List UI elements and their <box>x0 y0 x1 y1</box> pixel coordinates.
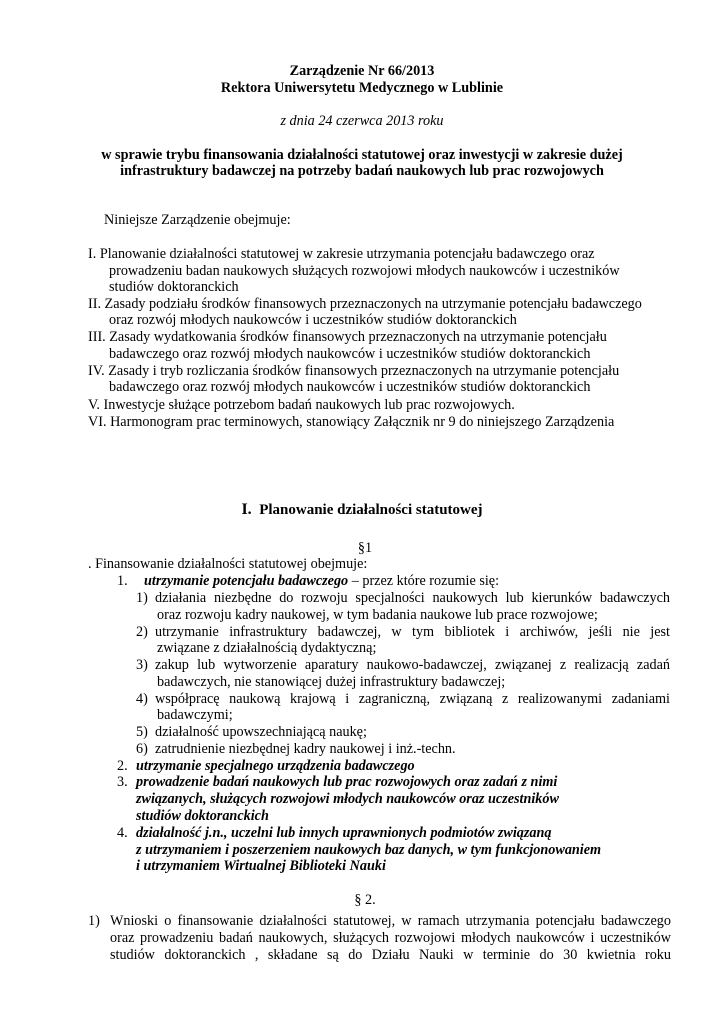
item-3-line-3: studiów doktoranckich <box>136 808 269 824</box>
subitem-2-line-2: związane z działalnością dydaktyczną; <box>157 640 377 656</box>
subject-line-1: w sprawie trybu finansowania działalności statutowej oraz inwestycji w zakresie dużej <box>101 147 623 163</box>
toc-item-6: VI. Harmonogram prac terminowych, stanowiący Załącznik nr 9 do niniejszego Zarządzenia <box>88 414 615 430</box>
p2-item-1-line-1: Wnioski o finansowanie działalności statutowej, w ramach utrzymania potencjału badawczego <box>110 913 671 929</box>
subitem-3-line-1: zakup lub wytworzenie aparatury naukowo-badawczej, związanej z realizacją zadań <box>155 657 670 673</box>
toc-item-3-line-1: III. Zasady wydatkowania środków finansowych przeznaczonych na utrzymanie potencjału <box>88 329 607 345</box>
subitem-3-number: 3) <box>136 657 148 673</box>
item-3-line-1: prowadzenie badań naukowych lub prac rozwojowych oraz zadań z nimi <box>136 774 558 790</box>
section-1-heading <box>0 501 724 519</box>
subitem-1-line-2: oraz rozwoju kadry naukowej, w tym badania naukowe lub prace rozwojowe; <box>157 607 598 623</box>
subitem-5-number: 5) <box>136 724 148 740</box>
subitem-2-number: 2) <box>136 624 148 640</box>
paragraph-2-mark: § 2. <box>354 892 376 908</box>
p2-item-1-number: 1) <box>88 913 100 929</box>
p2-item-1-line-2: oraz prowadzeniu badań naukowych, służących rozwojowi młodych naukowców i uczestników <box>110 930 671 946</box>
paragraph-1-lead: . Finansowanie działalności statutowej obejmuje: <box>88 556 368 572</box>
toc-item-4-line-2: badawczego oraz rozwój młodych naukowców i uczestników studiów doktoranckich <box>109 379 591 395</box>
toc-item-3-line-2: badawczego oraz rozwój młodych naukowców i uczestników studiów doktoranckich <box>109 346 591 362</box>
subitem-1-number: 1) <box>136 590 148 606</box>
subject-line-2: infrastruktury badawczej na potrzeby badań naukowych lub prac rozwojowych <box>120 163 604 179</box>
toc-item-1-line-1: I. Planowanie działalności statutowej w zakresie utrzymania potencjału badawczego oraz <box>88 246 595 262</box>
paragraph-1-mark: §1 <box>357 540 373 556</box>
item-4-line-1: działalność j.n., uczelni lub innych uprawnionych podmiotów związaną <box>136 825 552 841</box>
p2-item-1-line-3: studiów doktoranckich , składane są do Działu Nauki w terminie do 30 kwietnia roku <box>110 947 671 963</box>
section-1-numeral: I. <box>241 501 252 518</box>
subitem-6-line-1: zatrudnienie niezbędnej kadry naukowej i inż.-techn. <box>155 741 456 757</box>
document-issuer: Rektora Uniwersytetu Medycznego w Lublinie <box>220 80 504 96</box>
intro-text: Niniejsze Zarządzenie obejmuje: <box>104 212 291 228</box>
toc-item-1-line-3: studiów doktoranckich <box>109 279 239 295</box>
section-1-title: Planowanie działalności statutowej <box>259 502 483 518</box>
item-1-label: utrzymanie potencjału badawczego <box>144 573 349 589</box>
item-2-number: 2. <box>117 758 128 774</box>
toc-item-4-line-1: IV. Zasady i tryb rozliczania środków finansowych przeznaczonych na utrzymanie potencjału <box>88 363 620 379</box>
subitem-5-line-1: działalność upowszechniającą naukę; <box>155 724 367 740</box>
subitem-6-number: 6) <box>136 741 148 757</box>
document-date: z dnia 24 czerwca 2013 roku <box>280 113 444 129</box>
item-3-number: 3. <box>117 774 128 790</box>
item-1-rest: – przez które rozumie się: <box>348 573 500 589</box>
item-4-line-2: z utrzymaniem i poszerzeniem naukowych baz danych, w tym funkcjonowaniem <box>136 842 602 858</box>
toc-item-2-line-2: oraz rozwój młodych naukowców i uczestników studiów doktoranckich <box>109 312 517 328</box>
toc-item-1-line-2: prowadzeniu badan naukowych służących rozwojowi młodych naukowców i uczestników <box>109 263 620 279</box>
subitem-3-line-2: badawczych, nie stanowiącej dużej infrastruktury badawczej; <box>157 674 506 690</box>
toc-item-5: V. Inwestycje służące potrzebom badań naukowych lub prac rozwojowych. <box>88 397 515 413</box>
document-title: Zarządzenie Nr 66/2013 <box>289 63 435 79</box>
item-4-number: 4. <box>117 825 128 841</box>
subitem-4-number: 4) <box>136 691 148 707</box>
subitem-2-line-1: utrzymanie infrastruktury badawczej, w tym bibliotek i archiwów, jeśli nie jest <box>155 624 670 640</box>
subitem-1-line-1: działania niezbędne do rozwoju specjalności naukowych lub kierunków badawczych <box>155 590 670 606</box>
item-1-number: 1. <box>117 573 128 589</box>
item-3-line-2: związanych, służących rozwojowi młodych naukowców oraz uczestników <box>136 791 559 807</box>
toc-item-2-line-1: II. Zasady podziału środków finansowych przeznaczonych na utrzymanie potencjału badawczego <box>88 296 642 312</box>
item-4-line-3: i utrzymaniem Wirtualnej Biblioteki Nauki <box>136 858 386 874</box>
item-2-text: utrzymanie specjalnego urządzenia badawczego <box>136 758 415 774</box>
subitem-4-line-1: współpracę naukową krajową i zagraniczną, związaną z realizowanymi zadaniami <box>155 691 670 707</box>
subitem-4-line-2: badawczymi; <box>157 707 233 723</box>
item-1 <box>144 573 499 590</box>
